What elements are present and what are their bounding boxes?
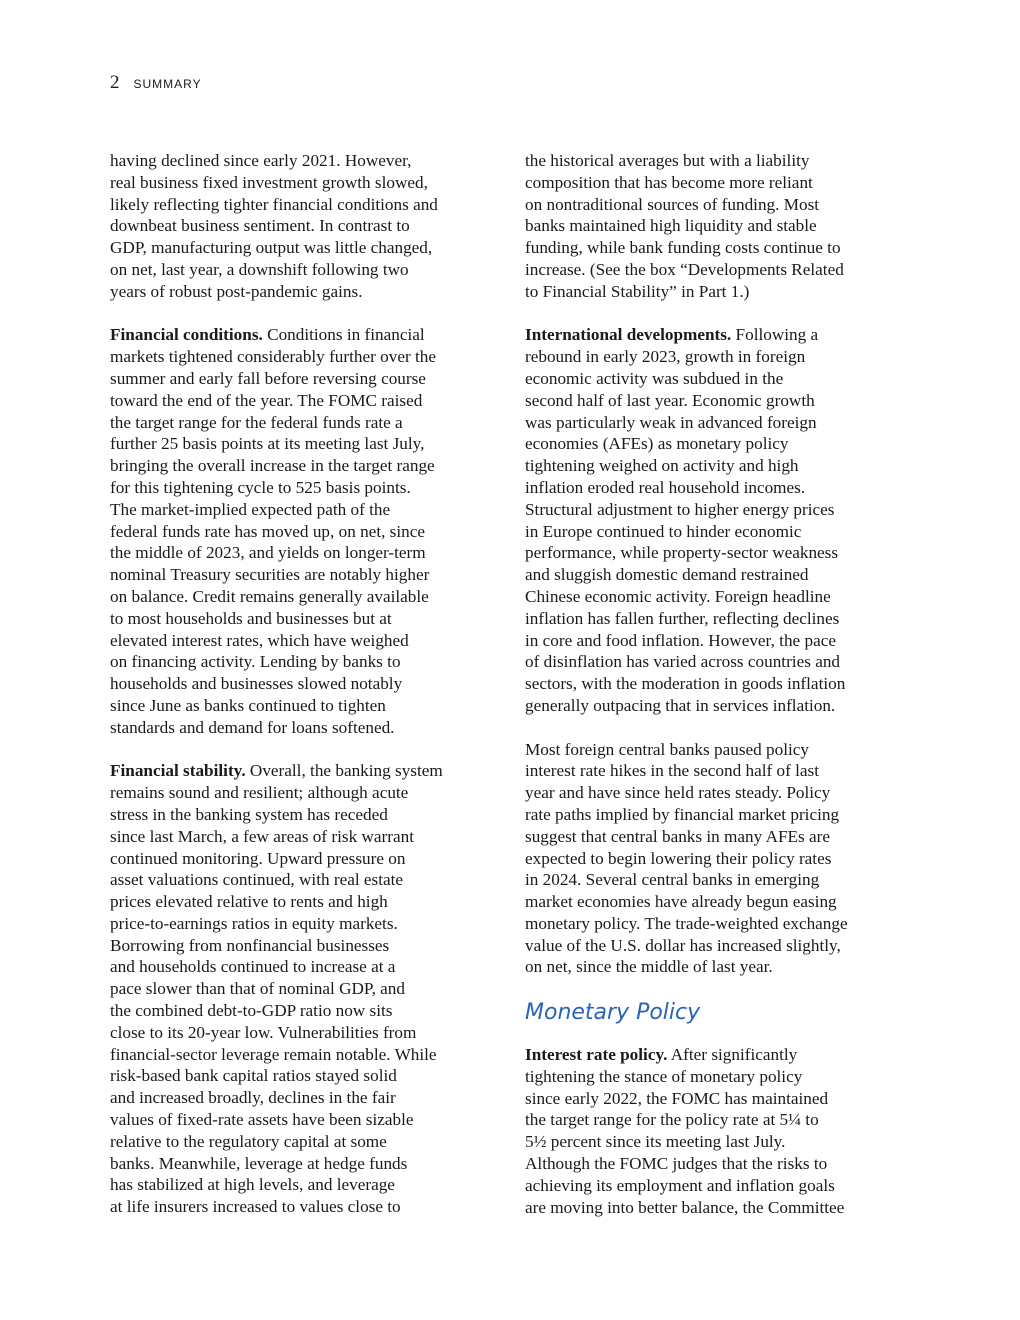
- line-text: downbeat business sentiment. In contrast to: [110, 216, 410, 236]
- text-line: [525, 237, 893, 259]
- text-line: [525, 630, 893, 652]
- text-line: [525, 891, 893, 913]
- text-line: [525, 390, 893, 412]
- line-text: further 25 basis points at its meeting last July,: [110, 434, 425, 454]
- text-line: [110, 1044, 482, 1066]
- text-line: [525, 368, 893, 390]
- line-text: of disinflation has varied across countries and: [525, 652, 841, 672]
- line-text: Borrowing from nonfinancial businesses: [110, 935, 390, 955]
- line-text: since June as banks continued to tighten: [110, 695, 386, 715]
- line-text: having declined since early 2021. However,: [110, 151, 412, 170]
- line-text: was particularly weak in advanced foreign: [525, 412, 817, 432]
- text-line: [110, 215, 482, 237]
- section-heading-monetary-policy: Monetary Policy: [525, 1000, 701, 1026]
- line-text: second half of last year. Economic growth: [525, 390, 815, 410]
- text-line: [110, 1087, 482, 1109]
- line-text: banks. Meanwhile, leverage at hedge funds: [110, 1153, 408, 1173]
- text-line: [525, 913, 893, 935]
- run-in-heading: Interest rate policy.: [525, 1045, 668, 1065]
- line-text: at life insurers increased to values close to: [110, 1197, 401, 1217]
- running-head: [110, 72, 202, 94]
- text-line: [525, 1153, 893, 1175]
- text-line: [525, 564, 893, 586]
- text-line: [525, 259, 893, 281]
- text-line: [525, 433, 893, 455]
- text-line: [525, 346, 893, 368]
- text-line: [525, 412, 893, 434]
- paragraph: [525, 150, 893, 303]
- line-text: in core and food inflation. However, the pace: [525, 630, 836, 650]
- text-line: [525, 1066, 893, 1088]
- line-text: economies (AFEs) as monetary policy: [525, 434, 789, 454]
- text-line: [525, 281, 893, 303]
- line-text: summer and early fall before reversing course: [110, 368, 426, 388]
- line-text: economic activity was subdued in the: [525, 368, 784, 388]
- line-text: values of fixed-rate assets have been sizable: [110, 1110, 414, 1130]
- line-text: and households continued to increase at a: [110, 957, 396, 977]
- text-line: [525, 1197, 893, 1219]
- text-line: [110, 521, 482, 543]
- line-text: for this tightening cycle to 525 basis points.: [110, 477, 411, 497]
- text-line: [525, 586, 893, 608]
- text-line: [525, 172, 893, 194]
- text-line: [110, 760, 482, 782]
- text-line: [110, 368, 482, 390]
- line-text: in 2024. Several central banks in emerging: [525, 870, 820, 890]
- line-text: value of the U.S. dollar has increased slightly,: [525, 935, 841, 955]
- text-line: [525, 760, 893, 782]
- line-text: likely reflecting tighter financial conditions and: [110, 194, 438, 214]
- text-line: [110, 390, 482, 412]
- text-line: [110, 848, 482, 870]
- line-text: on nontraditional sources of funding. Most: [525, 194, 820, 214]
- line-text: financial-sector leverage remain notable. While: [110, 1044, 437, 1064]
- text-line: [525, 695, 893, 717]
- text-line: [525, 499, 893, 521]
- page-number: 2: [110, 72, 120, 93]
- text-line: [110, 564, 482, 586]
- text-line: [110, 608, 482, 630]
- text-line: [525, 1044, 893, 1066]
- text-line: [110, 695, 482, 717]
- line-text: achieving its employment and inflation goals: [525, 1175, 835, 1195]
- text-line: [110, 826, 482, 848]
- text-line: [110, 346, 482, 368]
- text-line: [110, 717, 482, 739]
- line-text: since last March, a few areas of risk warrant: [110, 826, 414, 846]
- line-text: the historical averages but with a liability: [525, 151, 810, 170]
- text-line: [110, 1153, 482, 1175]
- line-text: on balance. Credit remains generally available: [110, 586, 429, 606]
- line-text: generally outpacing that in services inflation.: [525, 695, 836, 715]
- line-text: inflation eroded real household incomes.: [525, 477, 806, 497]
- text-line: [525, 150, 893, 172]
- line-text: expected to begin lowering their policy rates: [525, 848, 832, 868]
- run-in-heading: Financial conditions.: [110, 325, 263, 345]
- text-line: [525, 956, 893, 978]
- line-text: Following a: [731, 325, 819, 345]
- line-text: to Financial Stability” in Part 1.): [525, 281, 750, 301]
- text-line: [110, 237, 482, 259]
- line-text: rate paths implied by financial market pricing: [525, 804, 840, 824]
- line-text: performance, while property-sector weakness: [525, 543, 839, 563]
- paragraph: [525, 739, 893, 979]
- line-text: Chinese economic activity. Foreign headline: [525, 586, 831, 606]
- text-line: [525, 608, 893, 630]
- text-line: [110, 1131, 482, 1153]
- paragraph: [110, 150, 482, 303]
- text-line: [110, 586, 482, 608]
- text-line: [110, 804, 482, 826]
- text-line: [525, 826, 893, 848]
- line-text: prices elevated relative to rents and high: [110, 892, 388, 912]
- text-line: [110, 433, 482, 455]
- line-text: tightening weighed on activity and high: [525, 456, 799, 476]
- line-text: elevated interest rates, which have weighed: [110, 630, 409, 650]
- left-column: [110, 150, 482, 1240]
- text-line: [525, 1131, 893, 1153]
- text-line: [525, 215, 893, 237]
- line-text: years of robust post-pandemic gains.: [110, 281, 363, 301]
- line-text: remains sound and resilient; although acute: [110, 783, 409, 803]
- text-line: [110, 956, 482, 978]
- text-line: [110, 1109, 482, 1131]
- line-text: in Europe continued to hinder economic: [525, 521, 802, 541]
- run-in-heading: International developments.: [525, 325, 732, 345]
- line-text: on financing activity. Lending by banks to: [110, 652, 401, 672]
- line-text: standards and demand for loans softened.: [110, 717, 395, 737]
- text-line: [110, 194, 482, 216]
- line-text: Structural adjustment to higher energy prices: [525, 499, 835, 519]
- line-text: households and businesses slowed notably: [110, 674, 403, 694]
- line-text: relative to the regulatory capital at some: [110, 1131, 387, 1151]
- text-line: [525, 324, 893, 346]
- text-line: [110, 651, 482, 673]
- line-text: year and have since held rates steady. Policy: [525, 783, 831, 803]
- line-text: the combined debt-to-GDP ratio now sits: [110, 1001, 393, 1021]
- line-text: Conditions in financial: [262, 325, 425, 345]
- text-line: [110, 1174, 482, 1196]
- paragraph: [525, 324, 893, 716]
- text-line: [110, 412, 482, 434]
- line-text: suggest that central banks in many AFEs are: [525, 826, 831, 846]
- text-line: [110, 499, 482, 521]
- line-text: asset valuations continued, with real estate: [110, 870, 404, 890]
- text-line: [525, 739, 893, 761]
- text-line: [110, 542, 482, 564]
- line-text: monetary policy. The trade-weighted exchange: [525, 913, 848, 933]
- text-line: [110, 281, 482, 303]
- paragraph: [110, 760, 482, 1218]
- line-text: market economies have already begun easing: [525, 892, 837, 912]
- line-text: banks maintained high liquidity and stable: [525, 216, 817, 236]
- paragraph: [110, 324, 482, 738]
- line-text: GDP, manufacturing output was little changed,: [110, 238, 433, 258]
- running-head-section: SUMMARY: [133, 77, 202, 91]
- text-line: [110, 630, 482, 652]
- line-text: 5½ percent since its meeting last July.: [525, 1132, 786, 1152]
- text-line: [525, 782, 893, 804]
- line-text: stress in the banking system has receded: [110, 804, 388, 824]
- line-text: markets tightened considerably further over the: [110, 347, 436, 367]
- text-line: [525, 1088, 893, 1110]
- text-line: [110, 913, 482, 935]
- line-text: increase. (See the box “Developments Related: [525, 259, 844, 279]
- line-text: bringing the overall increase in the target range: [110, 456, 435, 476]
- line-text: inflation has fallen further, reflecting declines: [525, 608, 840, 628]
- line-text: and sluggish domestic demand restrained: [525, 565, 809, 585]
- text-line: [110, 259, 482, 281]
- run-in-heading: Financial stability.: [110, 761, 246, 781]
- line-text: composition that has become more reliant: [525, 172, 813, 192]
- text-line: [110, 891, 482, 913]
- text-line: [525, 651, 893, 673]
- text-line: [110, 455, 482, 477]
- text-line: [525, 455, 893, 477]
- line-text: federal funds rate has moved up, on net, since: [110, 521, 425, 541]
- line-text: Most foreign central banks paused policy: [525, 739, 809, 759]
- line-text: price-to-earnings ratios in equity markets.: [110, 913, 398, 933]
- line-text: close to its 20-year low. Vulnerabilities from: [110, 1022, 417, 1042]
- text-line: [525, 804, 893, 826]
- line-text: on net, last year, a downshift following two: [110, 259, 409, 279]
- text-line: [110, 935, 482, 957]
- text-line: [525, 194, 893, 216]
- paragraph: [525, 1044, 893, 1218]
- line-text: tightening the stance of monetary policy: [525, 1066, 803, 1086]
- line-text: interest rate hikes in the second half of last: [525, 761, 820, 781]
- text-line: [525, 848, 893, 870]
- text-line: [110, 978, 482, 1000]
- text-line: [110, 150, 482, 172]
- text-line: [525, 935, 893, 957]
- text-line: [110, 869, 482, 891]
- line-text: the target range for the policy rate at 5¼ to: [525, 1110, 819, 1130]
- line-text: sectors, with the moderation in goods inflation: [525, 674, 846, 694]
- line-text: After significantly: [667, 1045, 798, 1065]
- line-text: Overall, the banking system: [245, 761, 443, 781]
- text-line: [110, 782, 482, 804]
- right-column-bottom-paragraphs: [525, 1044, 893, 1218]
- text-line: [110, 477, 482, 499]
- line-text: risk-based bank capital ratios stayed solid: [110, 1066, 397, 1086]
- text-line: [525, 869, 893, 891]
- line-text: real business fixed investment growth slowed,: [110, 172, 428, 192]
- text-line: [110, 1000, 482, 1022]
- text-line: [110, 1022, 482, 1044]
- line-text: pace slower than that of nominal GDP, and: [110, 979, 405, 999]
- line-text: the target range for the federal funds rate a: [110, 412, 403, 432]
- text-line: [110, 1065, 482, 1087]
- line-text: and increased broadly, declines in the fair: [110, 1088, 396, 1108]
- line-text: are moving into better balance, the Committee: [525, 1197, 845, 1217]
- text-line: [110, 1196, 482, 1218]
- text-line: [525, 521, 893, 543]
- line-text: The market-implied expected path of the: [110, 499, 391, 519]
- text-line: [525, 477, 893, 499]
- text-line: [525, 673, 893, 695]
- line-text: toward the end of the year. The FOMC raised: [110, 390, 423, 410]
- right-column-top-paragraphs: [525, 150, 893, 978]
- line-text: since early 2022, the FOMC has maintained: [525, 1088, 829, 1108]
- line-text: the middle of 2023, and yields on longer-term: [110, 543, 426, 563]
- line-text: rebound in early 2023, growth in foreign: [525, 347, 806, 367]
- text-line: [110, 324, 482, 346]
- line-text: to most households and businesses but at: [110, 608, 392, 628]
- line-text: nominal Treasury securities are notably higher: [110, 565, 430, 585]
- line-text: continued monitoring. Upward pressure on: [110, 848, 406, 868]
- text-line: [525, 1175, 893, 1197]
- right-column: [525, 150, 893, 1240]
- line-text: has stabilized at high levels, and leverage: [110, 1175, 395, 1195]
- text-line: [525, 1109, 893, 1131]
- text-line: [110, 673, 482, 695]
- line-text: funding, while bank funding costs continue to: [525, 238, 841, 258]
- line-text: on net, since the middle of last year.: [525, 957, 773, 977]
- text-line: [110, 172, 482, 194]
- text-line: [525, 542, 893, 564]
- line-text: Although the FOMC judges that the risks to: [525, 1154, 828, 1174]
